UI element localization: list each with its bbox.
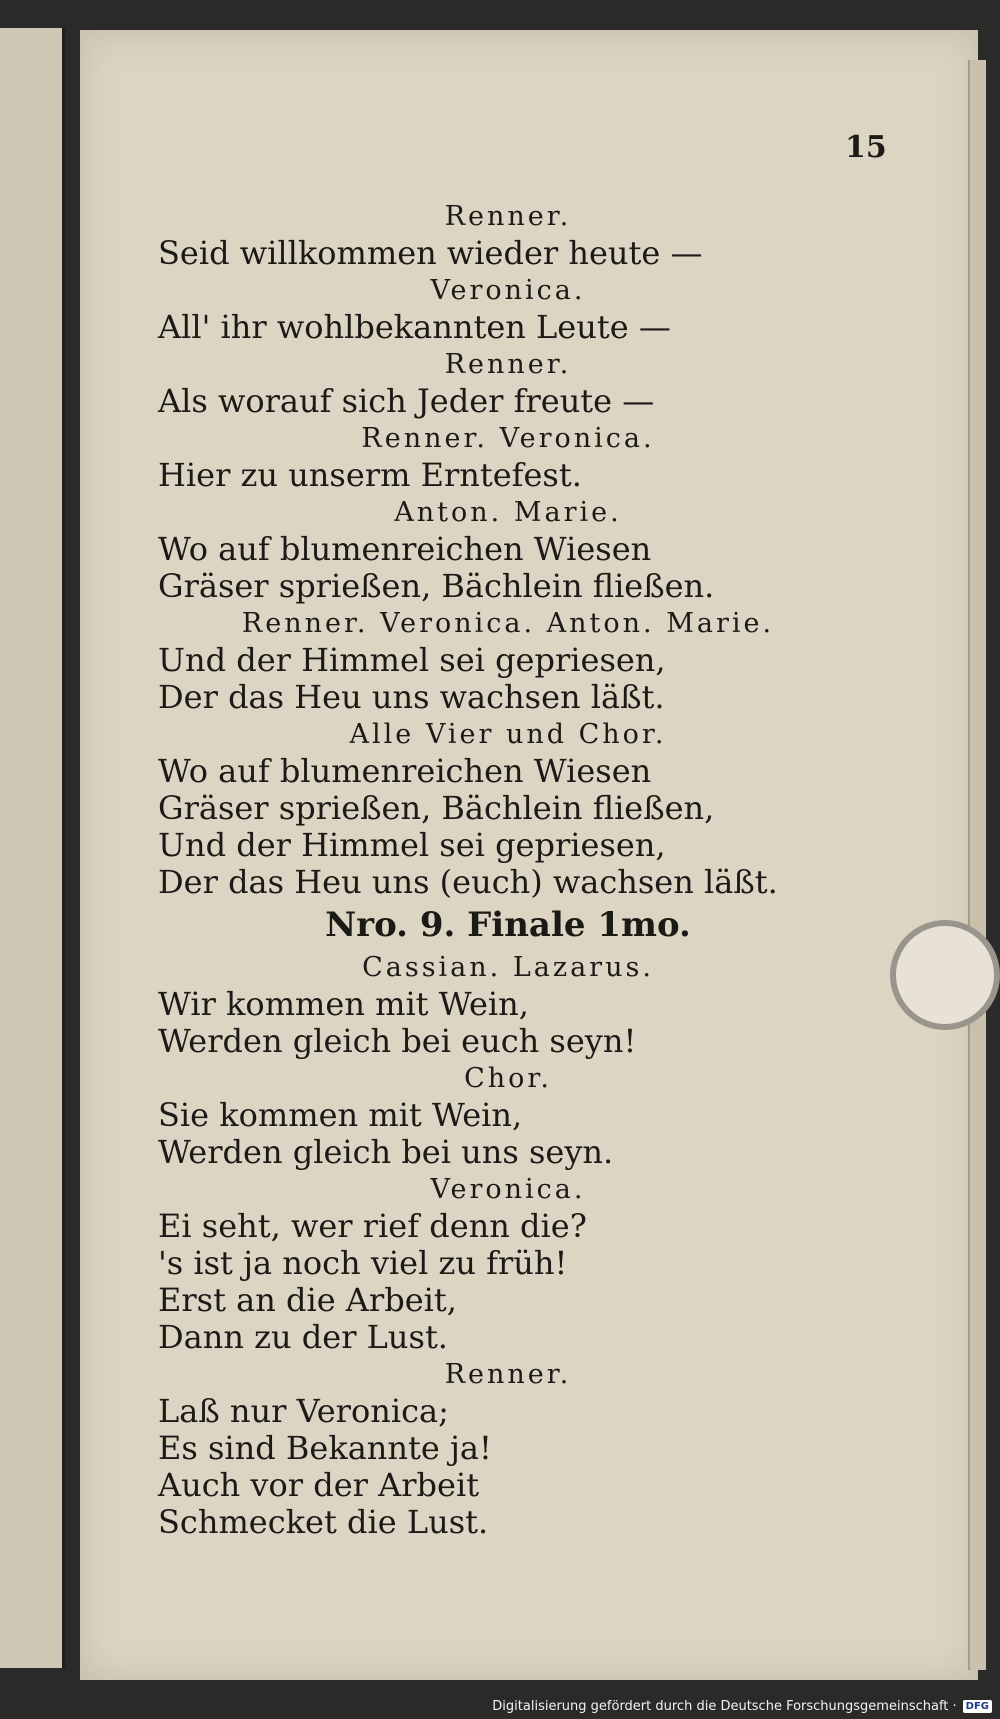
verse-line: Wo auf blumenreichen Wiesen [158,530,652,568]
page-clip [890,920,1000,1030]
speaker-name: Alle Vier und Chor. [349,719,667,750]
verse-line: Ei seht, wer rief denn die? [158,1207,587,1245]
verse-line: Seid willkommen wieder heute — [158,234,703,272]
footer [492,1695,992,1717]
verse-line: Als worauf sich Jeder freute — [158,382,655,420]
section-heading: Nro. 9. Finale 1mo. [325,905,691,945]
verse-line: Gräser sprießen, Bächlein fließen. [158,567,715,605]
dfg-logo: DFG [963,1700,992,1713]
speaker-name: Renner. [444,349,572,380]
verse-line: Und der Himmel sei gepriesen, [158,826,666,864]
speaker-name: Renner. [444,1359,572,1390]
verse-line: Auch vor der Arbeit [158,1466,480,1504]
speaker-name: Renner. Veronica. [361,423,655,454]
page-number: 15 [845,130,887,165]
speaker-name: Chor. [464,1063,552,1094]
verse-line: Sie kommen mit Wein, [158,1096,523,1134]
verse-line: Hier zu unserm Erntefest. [158,456,582,494]
libretto-text [158,198,858,1541]
speaker-name: Anton. Marie. [394,497,622,528]
verse-line: Es sind Bekannte ja! [158,1429,492,1467]
footer-credit: Digitalisierung gefördert durch die Deutsche Forschungsgemeinschaft · [492,1698,957,1714]
verse-line: Werden gleich bei euch seyn! [158,1022,637,1060]
verse-line: Wir kommen mit Wein, [158,985,529,1023]
speaker-name: Renner. Veronica. Anton. Marie. [241,608,775,639]
verse-line: Werden gleich bei uns seyn. [158,1133,614,1171]
speaker-name: Veronica. [430,1174,586,1205]
left-page-edge [0,28,65,1668]
verse-line: Laß nur Veronica; [158,1392,449,1430]
verse-line: Gräser sprießen, Bächlein fließen, [158,789,715,827]
verse-line: Schmecket die Lust. [158,1503,489,1541]
verse-line: Und der Himmel sei gepriesen, [158,641,666,679]
verse-line: Dann zu der Lust. [158,1318,448,1356]
speaker-name: Renner. [444,201,572,232]
verse-line: Der das Heu uns wachsen läßt. [158,678,665,716]
page-stack-edge [968,60,986,1670]
verse-line: Wo auf blumenreichen Wiesen [158,752,652,790]
speaker-name: Veronica. [430,275,586,306]
verse-line: Der das Heu uns (euch) wachsen läßt. [158,863,778,901]
verse-line: Erst an die Arbeit, [158,1281,457,1319]
verse-line: All' ihr wohlbekannten Leute — [158,308,671,346]
speaker-name: Cassian. Lazarus. [362,952,654,983]
verse-line: 's ist ja noch viel zu früh! [158,1244,568,1282]
